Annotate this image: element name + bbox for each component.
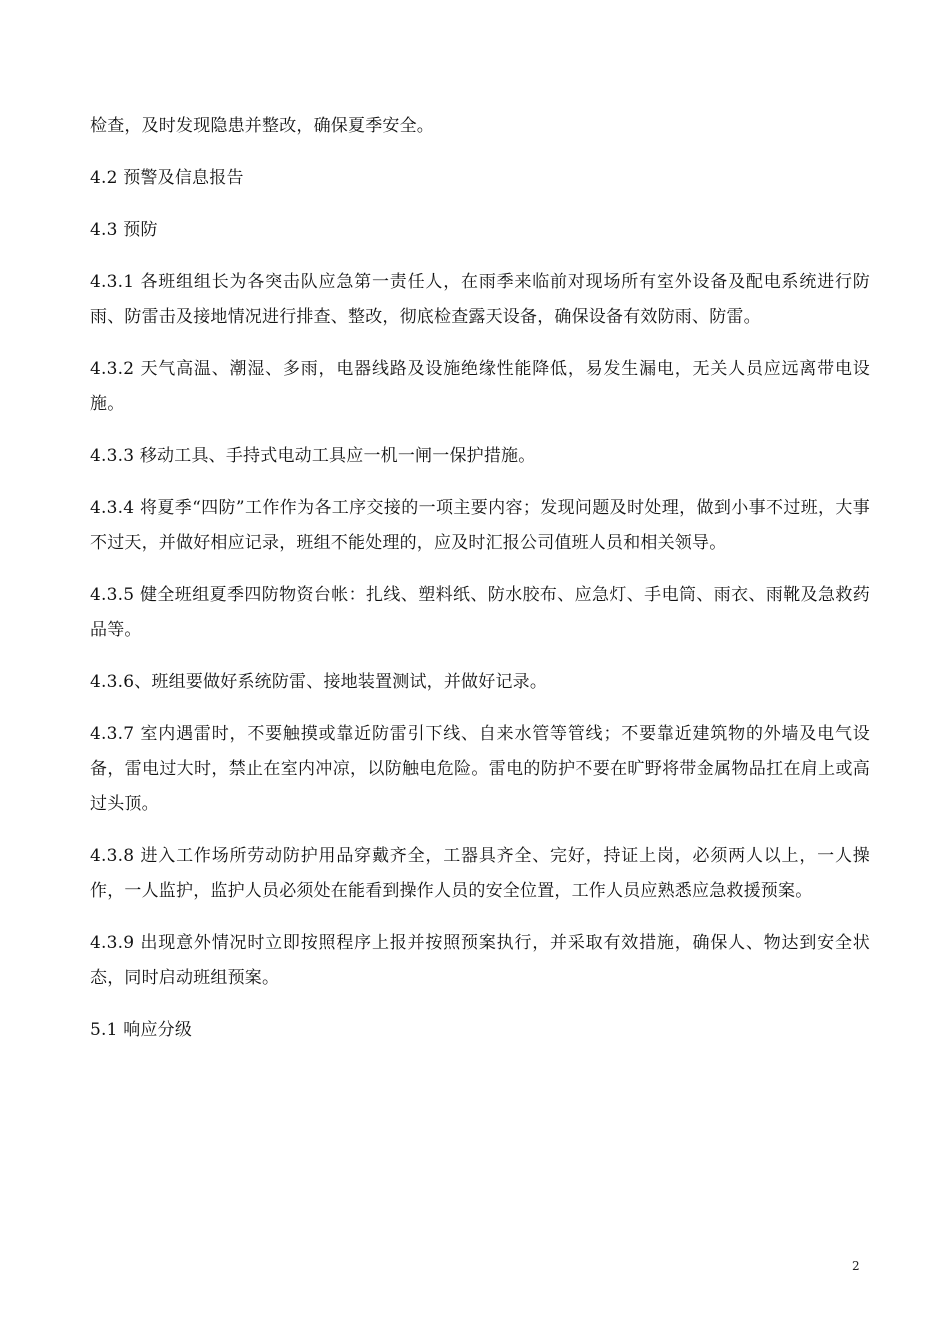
- paragraph-continuation: 检查，及时发现隐患并整改，确保夏季安全。: [90, 116, 434, 136]
- paragraph-4-3-7: 4.3.7 室内遇雷时，不要触摸或靠近防雷引下线、自来水管等管线；不要靠近建筑物的外墙及电气设备，雷电过大时，禁止在室内冲凉，以防触电危险。雷电的防护不要在旷野将带金属物品扛在肩上或高过头顶。: [90, 724, 870, 814]
- paragraph-4-3-6: 4.3.6、班组要做好系统防雷、接地装置测试，并做好记录。: [90, 672, 548, 692]
- document-body: [90, 109, 870, 1065]
- paragraph-4-3-2: 4.3.2 天气高温、潮湿、多雨，电器线路及设施绝缘性能降低，易发生漏电，无关人员应远离带电设施。: [90, 359, 870, 414]
- paragraph-4-3-3: 4.3.3 移动工具、手持式电动工具应一机一闸一保护措施。: [90, 446, 536, 466]
- heading-4-3: 4.3 预防: [90, 220, 158, 240]
- paragraph-4-3-8: 4.3.8 进入工作场所劳动防护用品穿戴齐全，工器具齐全、完好，持证上岗，必须两人以上，一人操作，一人监护，监护人员必须处在能看到操作人员的安全位置，工作人员应熟悉应急救援预案。: [90, 846, 870, 901]
- paragraph-4-3-4: 4.3.4 将夏季“四防”工作作为各工序交接的一项主要内容；发现问题及时处理，做到小事不过班，大事不过天，并做好相应记录，班组不能处理的，应及时汇报公司值班人员和相关领导。: [90, 498, 870, 553]
- heading-4-2: 4.2 预警及信息报告: [90, 168, 244, 188]
- page-number: 2: [852, 1259, 860, 1273]
- paragraph-4-3-9: 4.3.9 出现意外情况时立即按照程序上报并按照预案执行，并采取有效措施，确保人、物达到安全状态，同时启动班组预案。: [90, 933, 870, 988]
- paragraph-4-3-5: 4.3.5 健全班组夏季四防物资台帐：扎线、塑料纸、防水胶布、应急灯、手电筒、雨衣、雨靴及急救药品等。: [90, 585, 870, 640]
- paragraph-4-3-1: 4.3.1 各班组组长为各突击队应急第一责任人，在雨季来临前对现场所有室外设备及配电系统进行防雨、防雷击及接地情况进行排查、整改，彻底检查露天设备，确保设备有效防雨、防雷。: [90, 272, 870, 327]
- heading-5-1: 5.1 响应分级: [90, 1020, 193, 1040]
